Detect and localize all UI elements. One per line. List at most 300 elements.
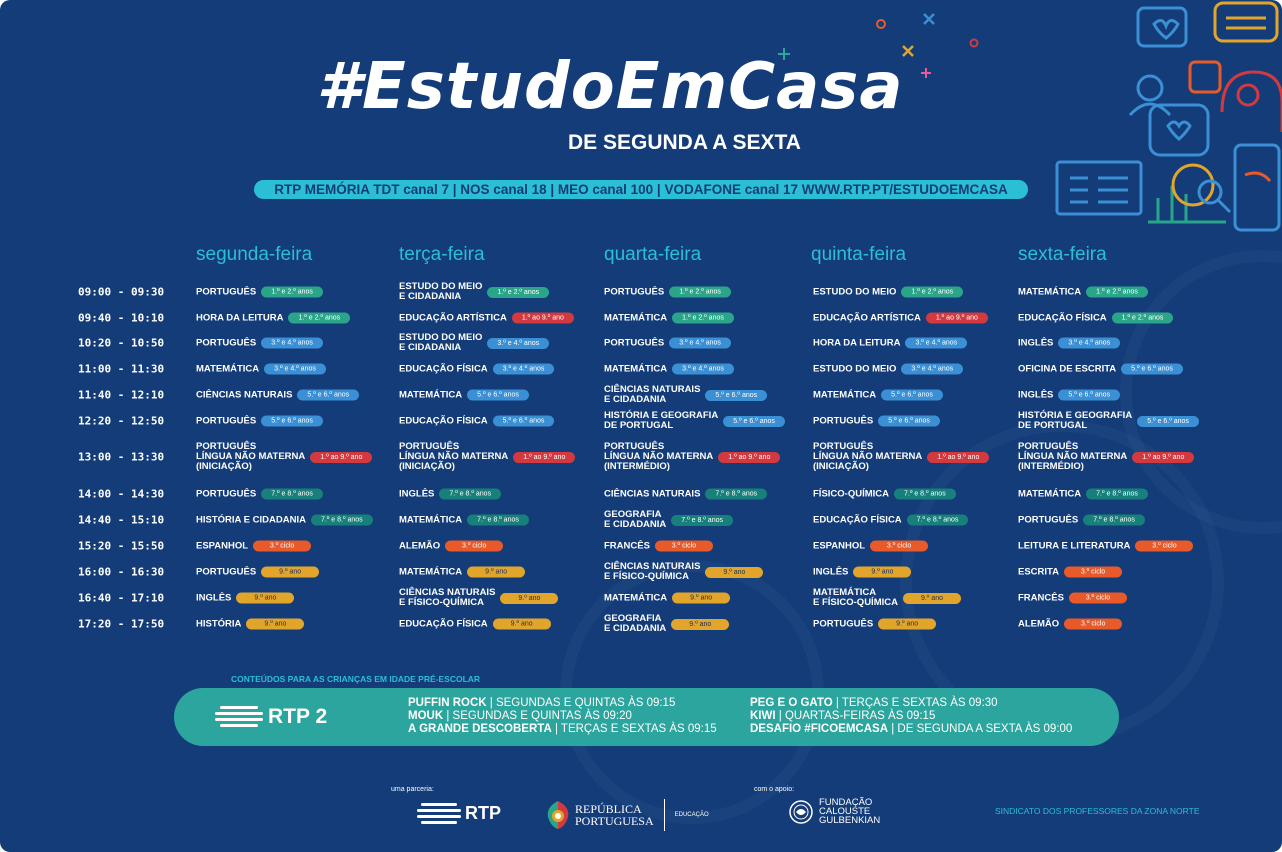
subject-line: HORA DA LEITURA [813, 337, 901, 348]
subject-line: FRANCÊS [1018, 592, 1064, 603]
subject-name [604, 338, 664, 348]
schedule-entry-monday [196, 287, 323, 298]
subject-line: DE PORTUGAL [1018, 420, 1088, 431]
grade-badge: 5.º e 6.º anos [723, 416, 785, 427]
schedule-entry-wednesday [604, 510, 733, 530]
subject-name [813, 515, 902, 525]
grade-badge: 3.º e 4.º anos [669, 338, 731, 349]
subject-name [813, 588, 898, 608]
schedule-entry-friday [1018, 619, 1122, 630]
subject-name [604, 313, 667, 323]
subject-name [399, 364, 488, 374]
grade-badge: 3.º e 4.º anos [487, 338, 549, 349]
subject-line: PORTUGUÊS [196, 415, 257, 426]
program-schedule: | SEGUNDAS E QUINTAS ÀS 09:15 [486, 697, 676, 709]
schedule-entry-monday [196, 593, 294, 604]
subject-name [1018, 313, 1107, 323]
grade-badge: 9.º ano [671, 619, 729, 630]
subject-name [196, 442, 305, 472]
subject-line: LÍNGUA NÃO MATERNA [604, 451, 714, 462]
schedule-entry-thursday [813, 541, 928, 552]
subject-line: PORTUGUÊS [604, 441, 665, 452]
subject-line: HISTÓRIA E GEOGRAFIA [1018, 410, 1133, 421]
schedule-entry-friday [1018, 541, 1193, 552]
schedule-entry-tuesday [399, 588, 558, 608]
subject-line: EDUCAÇÃO FÍSICA [399, 415, 488, 426]
schedule-entry-wednesday [604, 385, 767, 405]
schedule-entry-tuesday [399, 333, 549, 353]
grade-badge: 7.º e 8.º anos [907, 515, 969, 526]
grade-badge: 3.º ciclo [1064, 567, 1122, 578]
republica-line: PORTUGUESA [575, 814, 654, 828]
subject-name [604, 287, 664, 297]
subject-name [1018, 515, 1078, 525]
subject-line: EDUCAÇÃO ARTÍSTICA [813, 312, 921, 323]
schedule-entry-tuesday [399, 442, 575, 472]
subject-line: DE PORTUGAL [604, 420, 674, 431]
subject-line: OFICINA DE ESCRITA [1018, 363, 1117, 374]
schedule-entry-thursday [813, 390, 943, 401]
schedule-entry-thursday [813, 515, 968, 526]
schedule-entry-monday [196, 442, 372, 472]
subject-line: CIÊNCIAS NATURAIS [604, 384, 701, 395]
subject-line: ESTUDO DO MEIO [813, 363, 897, 374]
subject-name [604, 364, 667, 374]
subject-line: HISTÓRIA E CIDADANIA [196, 514, 306, 525]
schedule-entry-thursday [813, 313, 988, 324]
subject-name [196, 338, 256, 348]
grade-badge: 5.º e 6.º anos [1121, 364, 1183, 375]
subject-name [604, 614, 666, 634]
grade-badge: 9.º ano [246, 619, 304, 630]
schedule-entry-wednesday [604, 313, 734, 324]
gulbenkian-line: CALOUSTE [819, 806, 871, 817]
subject-line: ALEMÃO [1018, 618, 1060, 629]
subject-name [1018, 287, 1081, 297]
program-line [750, 697, 1072, 710]
rtp-stripes-logo [416, 802, 462, 824]
subject-line: LÍNGUA NÃO MATERNA [399, 451, 509, 462]
grade-badge: 1.º e 2.º anos [1112, 313, 1174, 324]
subject-name [196, 390, 292, 400]
program-line [408, 710, 717, 723]
schedule-entry-wednesday [604, 364, 734, 375]
subject-name [1018, 541, 1130, 551]
subject-line: EDUCAÇÃO FÍSICA [399, 618, 488, 629]
subject-name [813, 619, 873, 629]
grade-badge: 1.º ao 9.º ano [513, 452, 575, 463]
subject-line: FRANCÊS [604, 540, 650, 551]
day-header-monday: segunda-feira [196, 244, 313, 265]
time-slot: 16:00 - 16:30 [78, 565, 165, 579]
grade-badge: 9.º ano [903, 593, 961, 604]
subject-name [1018, 567, 1059, 577]
subject-line: EDUCAÇÃO FÍSICA [1018, 312, 1107, 323]
subject-name [196, 364, 259, 374]
subject-line: MATEMÁTICA [604, 312, 668, 323]
grade-badge: 5.º e 6.º anos [1058, 390, 1120, 401]
grade-badge: 3.º e 4.º anos [905, 338, 967, 349]
subject-name [813, 364, 896, 374]
schedule-entry-wednesday [604, 287, 731, 298]
subject-line: FÍSICO-QUÍMICA [813, 488, 889, 499]
subject-line: (INTERMÉDIO) [1018, 461, 1084, 472]
grade-badge: 3.º ciclo [445, 541, 503, 552]
subject-line: PORTUGUÊS [604, 286, 665, 297]
subject-name [813, 313, 921, 323]
grade-badge: 7.º e 8.º anos [311, 515, 373, 526]
subject-line: (INTERMÉDIO) [604, 461, 670, 472]
subject-line: ESTUDO DO MEIO [399, 281, 483, 292]
gulbenkian-seal [788, 799, 814, 825]
schedule-entry-tuesday [399, 364, 554, 375]
grade-badge: 5.º e 6.º anos [297, 390, 359, 401]
grade-badge: 7.º e 8.º anos [467, 515, 529, 526]
time-slot: 14:40 - 15:10 [78, 513, 165, 527]
preschool-programs-left [408, 697, 717, 736]
subject-line: ESPANHOL [196, 540, 249, 551]
logo-divider [664, 799, 665, 831]
subject-name [813, 541, 865, 551]
schedule-entry-thursday [813, 364, 963, 375]
schedule-entry-monday [196, 313, 350, 324]
subject-name [1018, 390, 1053, 400]
subject-line: PORTUGUÊS [813, 441, 874, 452]
subject-name [399, 619, 488, 629]
grade-badge: 3.º ciclo [1069, 593, 1127, 604]
subject-name [399, 313, 507, 323]
day-header-tuesday: terça-feira [399, 244, 485, 265]
preschool-title: CONTEÚDOS PARA AS CRIANÇAS EM IDADE PRÉ-ESCOLAR [231, 674, 481, 684]
subject-line: (INICIAÇÃO) [813, 461, 869, 472]
grade-badge: 1.º e 2.º anos [487, 287, 549, 298]
schedule-entry-thursday [813, 567, 911, 578]
grade-badge: 7.º e 8.º anos [439, 489, 501, 500]
grade-badge: 3.º ciclo [655, 541, 713, 552]
subject-line: E CIDADANIA [399, 342, 462, 353]
time-slot: 09:40 - 10:10 [78, 311, 165, 325]
schedule-entry-tuesday [399, 313, 574, 324]
subject-name [196, 619, 241, 629]
subject-line: LÍNGUA NÃO MATERNA [1018, 451, 1128, 462]
subject-name [813, 489, 889, 499]
subject-line: MATEMÁTICA [399, 566, 463, 577]
program-schedule: | SEGUNDAS E QUINTAS ÀS 09:20 [443, 710, 632, 722]
schedule-entry-wednesday [604, 442, 780, 472]
subject-line: PORTUGUÊS [399, 441, 460, 452]
time-slot: 10:20 - 10:50 [78, 336, 165, 350]
subject-line: ESTUDO DO MEIO [399, 332, 483, 343]
subject-line: ALEMÃO [399, 540, 441, 551]
schedule-entry-wednesday [604, 562, 763, 582]
gulbenkian-line: FUNDAÇÃO [819, 797, 873, 808]
subject-line: ESPANHOL [813, 540, 866, 551]
rtp2-logo-text: RTP 2 [268, 705, 328, 728]
schedule-entry-wednesday [604, 338, 731, 349]
grade-badge: 9.º ano [705, 567, 763, 578]
grade-badge: 5.º e 6.º anos [493, 416, 555, 427]
gulbenkian-line: GULBENKIAN [819, 815, 881, 826]
educacao-label: EDUCAÇÃO [674, 812, 709, 818]
grade-badge: 1.º e 2.º anos [288, 313, 350, 324]
subject-name [399, 489, 434, 499]
program-name: PUFFIN ROCK [408, 697, 487, 709]
subject-line: PORTUGUÊS [196, 488, 257, 499]
subject-line: EDUCAÇÃO FÍSICA [399, 363, 488, 374]
subject-line: E FÍSICO-QUÍMICA [604, 571, 689, 582]
grade-badge: 3.º ciclo [1064, 619, 1122, 630]
footer-partner-label: uma parceria: [391, 786, 434, 793]
subject-line: PORTUGUÊS [196, 566, 257, 577]
subject-line: HISTÓRIA E GEOGRAFIA [604, 410, 719, 421]
subject-name [1018, 593, 1064, 603]
subject-name [813, 416, 873, 426]
time-slot: 14:00 - 14:30 [78, 487, 165, 501]
subject-line: INGLÊS [1018, 389, 1054, 400]
schedule-entry-thursday [813, 338, 967, 349]
schedule-entry-monday [196, 416, 323, 427]
schedule-entry-thursday [813, 416, 940, 427]
schedule-entry-tuesday [399, 489, 501, 500]
schedule-entry-friday [1018, 313, 1173, 324]
grade-badge: 1.º ao 9.º ano [718, 452, 780, 463]
rtp-logo-text: RTP [465, 802, 501, 823]
subject-line: PORTUGUÊS [1018, 514, 1079, 525]
time-slot: 12:20 - 12:50 [78, 414, 165, 428]
subject-name [196, 567, 256, 577]
schedule-entry-monday [196, 390, 359, 401]
grade-badge: 9.º ano [467, 567, 525, 578]
subject-line: CIÊNCIAS NATURAIS [196, 389, 293, 400]
republica-emblem [545, 799, 571, 831]
subject-line: E CIDADANIA [604, 519, 667, 530]
grade-badge: 9.º ano [500, 593, 558, 604]
grade-badge: 9.º ano [493, 619, 551, 630]
schedule-entry-friday [1018, 390, 1120, 401]
program-name: KIWI [750, 710, 776, 722]
subject-line: CIÊNCIAS NATURAIS [604, 488, 701, 499]
schedule-entry-friday [1018, 442, 1194, 472]
grade-badge: 7.º e 8.º anos [1083, 515, 1145, 526]
schedule-entry-monday [196, 338, 323, 349]
schedule-entry-tuesday [399, 541, 503, 552]
grade-badge: 9.º ano [261, 567, 319, 578]
schedule-entry-wednesday [604, 489, 767, 500]
sindicato-label: SINDICATO DOS PROFESSORES DA ZONA NORTE [995, 806, 1200, 816]
subject-name [399, 390, 462, 400]
rtp-logo [416, 802, 501, 824]
schedule-entry-wednesday [604, 614, 729, 634]
program-line [408, 697, 717, 710]
subject-name [399, 567, 462, 577]
preschool-programs-right [750, 697, 1072, 736]
subject-line: E CIDADANIA [399, 291, 462, 302]
grade-badge: 9.º ano [672, 593, 730, 604]
grade-badge: 7.º e 8.º anos [671, 515, 733, 526]
subject-line: MATEMÁTICA [399, 389, 463, 400]
subject-name [196, 489, 256, 499]
subject-line: INGLÊS [813, 566, 849, 577]
gulbenkian-logo [788, 798, 880, 825]
subject-name [1018, 411, 1132, 431]
time-slot: 15:20 - 15:50 [78, 539, 165, 553]
schedule-entry-friday [1018, 411, 1199, 431]
schedule-entry-monday [196, 515, 373, 526]
page-title: #EstudoEmCasa [316, 50, 904, 124]
subject-name [196, 287, 256, 297]
schedule-entry-wednesday [604, 593, 730, 604]
subject-line: PORTUGUÊS [813, 415, 874, 426]
day-header-wednesday: quarta-feira [604, 244, 702, 265]
subject-name [604, 593, 667, 603]
day-header-friday: sexta-feira [1018, 244, 1107, 265]
program-schedule: | QUARTAS-FEIRAS ÀS 09:15 [775, 710, 936, 722]
subject-name [604, 510, 666, 530]
subject-line: HISTÓRIA [196, 618, 242, 629]
day-header-thursday: quinta-feira [811, 244, 907, 265]
subject-name [1018, 364, 1116, 374]
grade-badge: 5.º e 6.º anos [467, 390, 529, 401]
subject-name [1018, 619, 1059, 629]
subject-line: EDUCAÇÃO FÍSICA [813, 514, 902, 525]
subject-line: EDUCAÇÃO ARTÍSTICA [399, 312, 507, 323]
subject-name [399, 282, 482, 302]
schedule-entry-monday [196, 364, 326, 375]
program-name: PEG E O GATO [750, 697, 833, 709]
schedule-entry-friday [1018, 489, 1148, 500]
subject-line: PORTUGUÊS [196, 286, 257, 297]
subject-line: LÍNGUA NÃO MATERNA [813, 451, 923, 462]
subject-name [399, 442, 508, 472]
schedule-entry-monday [196, 619, 304, 630]
subject-line: (INICIAÇÃO) [399, 461, 455, 472]
grade-badge: 3.º ciclo [1135, 541, 1193, 552]
grade-badge: 3.º e 4.º anos [672, 364, 734, 375]
schedule-entry-friday [1018, 364, 1183, 375]
grade-badge: 7.º e 8.º anos [705, 489, 767, 500]
grade-badge: 5.º e 6.º anos [705, 390, 767, 401]
grade-badge: 3.º e 4.º anos [1058, 338, 1120, 349]
schedule-entry-thursday [813, 442, 989, 472]
subject-line: ESTUDO DO MEIO [813, 286, 897, 297]
subject-name [813, 338, 900, 348]
schedule-entry-friday [1018, 338, 1120, 349]
subject-line: PORTUGUÊS [604, 337, 665, 348]
grade-badge: 5.º e 6.º anos [881, 390, 943, 401]
subject-line: PORTUGUÊS [813, 618, 874, 629]
subject-line: INGLÊS [399, 488, 435, 499]
schedule-entry-wednesday [604, 541, 713, 552]
time-slot: 16:40 - 17:10 [78, 591, 165, 605]
subject-name [196, 541, 248, 551]
subject-name [399, 416, 488, 426]
grade-badge: 1.º ao 9.º ano [927, 452, 989, 463]
subject-name [399, 333, 482, 353]
subject-line: MATEMÁTICA [1018, 286, 1082, 297]
grade-badge: 9.º ano [878, 619, 936, 630]
subject-name [196, 593, 231, 603]
grade-badge: 1.º e 2.º anos [261, 287, 323, 298]
grade-badge: 5.º e 6.º anos [878, 416, 940, 427]
subject-name [604, 411, 718, 431]
subject-name [196, 416, 256, 426]
grade-badge: 3.º e 4.º anos [901, 364, 963, 375]
schedule-entry-thursday [813, 588, 961, 608]
subject-line: MATEMÁTICA [1018, 488, 1082, 499]
time-slot: 13:00 - 13:30 [78, 450, 165, 464]
subject-line: CIÊNCIAS NATURAIS [604, 561, 701, 572]
grade-badge: 1.º e 2.º anos [669, 287, 731, 298]
subject-line: PORTUGUÊS [196, 441, 257, 452]
schedule-entry-friday [1018, 515, 1145, 526]
program-name: A GRANDE DESCOBERTA [408, 723, 552, 735]
grade-badge: 1.º e 2.º anos [1086, 287, 1148, 298]
subject-line: MATEMÁTICA [604, 363, 668, 374]
subject-name [399, 541, 440, 551]
subject-name [604, 385, 700, 405]
schedule-entry-monday [196, 567, 319, 578]
channels-bar: RTP MEMÓRIA TDT canal 7 | NOS canal 18 | MEO canal 100 | VODAFONE canal 17 WWW.RTP.PT/ESTUDOEMCASA [254, 180, 1028, 199]
grade-badge: 1.º ao 9.º ano [512, 313, 574, 324]
schedule-entry-tuesday [399, 390, 529, 401]
grade-badge: 3.º e 4.º anos [264, 364, 326, 375]
subject-line: MATEMÁTICA [813, 389, 877, 400]
program-schedule: | TERÇAS E SEXTAS ÀS 09:30 [832, 697, 998, 709]
program-name: DESAFIO #FICOEMCASA [750, 723, 889, 735]
republica-logo-text [575, 803, 654, 827]
subject-name [813, 442, 922, 472]
subject-line: LEITURA E LITERATURA [1018, 540, 1131, 551]
subject-name [196, 515, 306, 525]
subject-name [604, 489, 700, 499]
subject-line: GEOGRAFIA [604, 613, 662, 624]
grade-badge: 5.º e 6.º anos [1137, 416, 1199, 427]
subject-line: E CIDADANIA [604, 623, 667, 634]
subject-line: HORA DA LEITURA [196, 312, 284, 323]
subject-line: E CIDADANIA [604, 394, 667, 405]
subject-name [813, 390, 876, 400]
subject-line: PORTUGUÊS [196, 337, 257, 348]
footer-support-label: com o apoio: [754, 786, 795, 793]
schedule-entry-friday [1018, 287, 1148, 298]
schedule-entry-tuesday [399, 567, 525, 578]
program-line [408, 723, 717, 736]
grade-badge: 9.º ano [853, 567, 911, 578]
subject-line: LÍNGUA NÃO MATERNA [196, 451, 306, 462]
preschool-bar [174, 688, 1119, 746]
subject-line: (INICIAÇÃO) [196, 461, 252, 472]
schedule-entry-thursday [813, 619, 936, 630]
subject-line: ESCRITA [1018, 566, 1059, 577]
subject-line: MATEMÁTICA [196, 363, 260, 374]
time-slot: 11:00 - 11:30 [78, 362, 165, 376]
rtp-stripes-logo [214, 705, 264, 729]
grade-badge: 3.º e 4.º anos [493, 364, 555, 375]
grade-badge: 3.º ciclo [253, 541, 311, 552]
schedule-entry-tuesday [399, 515, 529, 526]
schedule-entry-monday [196, 489, 323, 500]
schedule-entry-thursday [813, 489, 956, 500]
subject-line: INGLÊS [1018, 337, 1054, 348]
grade-badge: 7.º e 8.º anos [1086, 489, 1148, 500]
schedule-entry-monday [196, 541, 311, 552]
subject-line: E FÍSICO-QUÍMICA [399, 597, 484, 608]
republica-line: REPÚBLICA [575, 802, 642, 816]
grade-badge: 1.º e 2.º anos [901, 287, 963, 298]
grade-badge: 5.º e 6.º anos [261, 416, 323, 427]
subject-line: MATEMÁTICA [399, 514, 463, 525]
program-schedule: | DE SEGUNDA A SEXTA ÀS 09:00 [888, 723, 1073, 735]
